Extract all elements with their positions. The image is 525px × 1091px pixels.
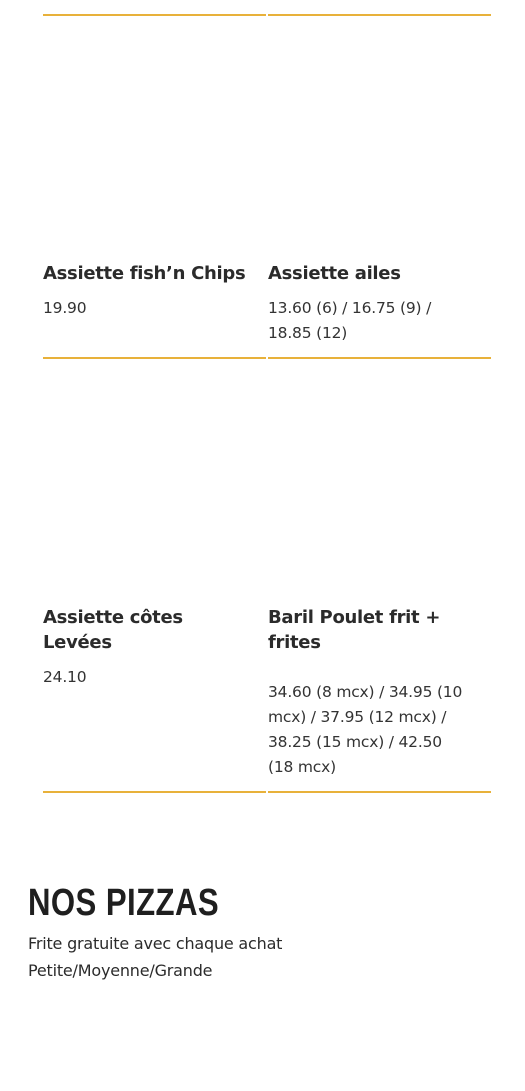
divider-top-left <box>43 14 266 16</box>
menu-item-price: 24.10 <box>43 668 87 686</box>
menu-item-name: Assiette ailes <box>268 263 401 284</box>
menu-item-price: 19.90 <box>43 299 87 317</box>
section-subtitle: Frite gratuite avec chaque achat <box>28 934 283 953</box>
divider-top-right <box>268 14 491 16</box>
section-title: NOS PIZZAS <box>28 882 220 924</box>
menu-item-name: Assiette fish’n Chips <box>43 263 246 284</box>
divider-row2-left <box>43 791 266 793</box>
menu-item-price: 34.60 (8 mcx) / 34.95 (10 mcx) / 37.95 (12 mcx) / 38.25 (15 mcx) / 42.50 (18 mcx) <box>268 683 463 776</box>
menu-item-name: Assiette côtes Levées <box>43 607 183 653</box>
section-subtitle: Petite/Moyenne/Grande <box>28 961 213 980</box>
divider-row1-left <box>43 357 266 359</box>
menu-item-name: Baril Poulet frit + frites <box>268 607 441 653</box>
divider-row2-right <box>268 791 491 793</box>
divider-row1-right <box>268 357 491 359</box>
menu-item-price: 13.60 (6) / 16.75 (9) / 18.85 (12) <box>268 299 432 342</box>
